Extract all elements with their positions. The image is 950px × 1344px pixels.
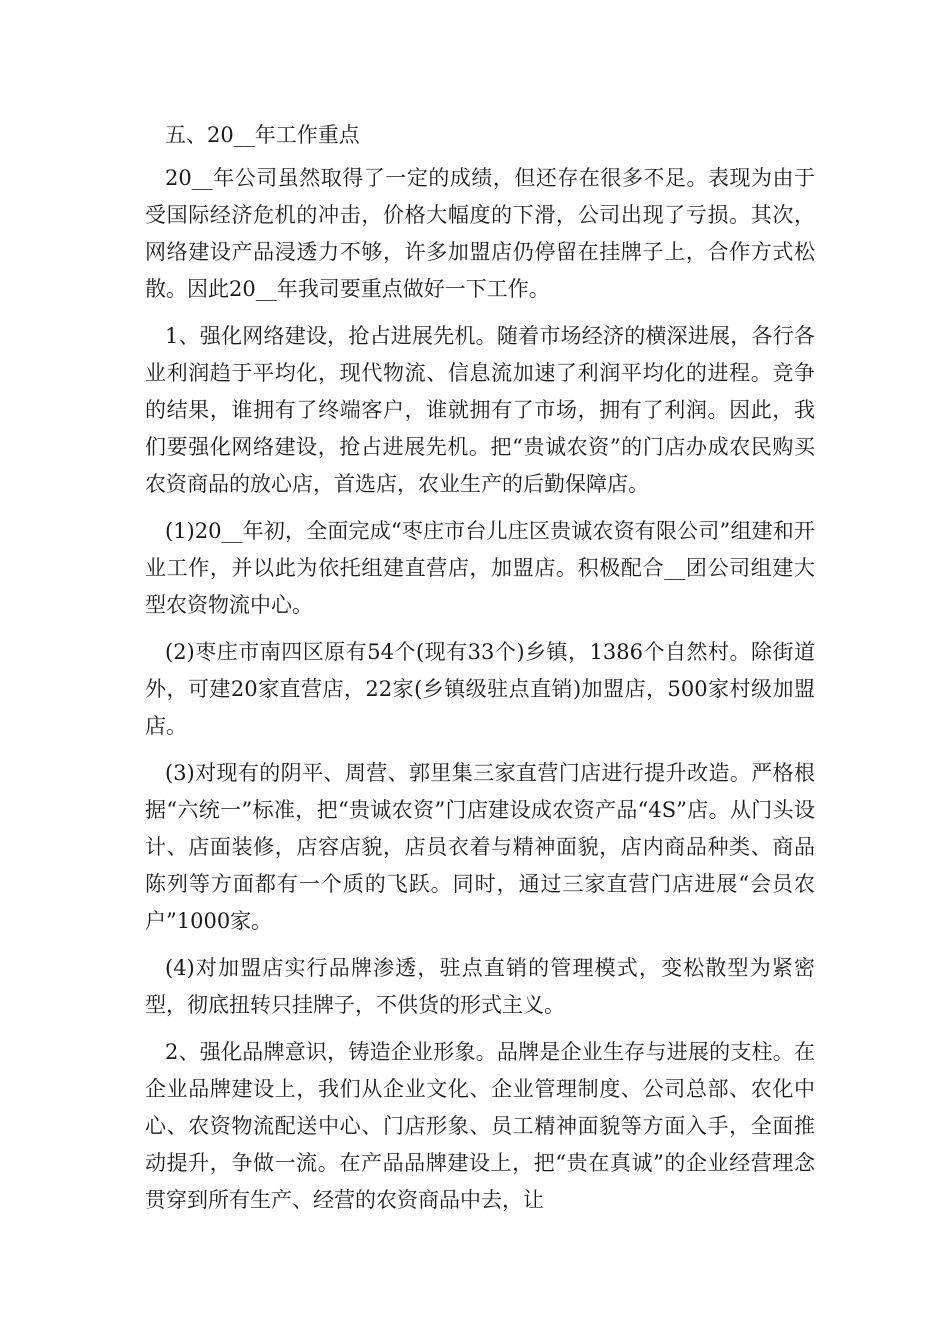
section-heading: 五、20__年工作重点 [165,123,360,147]
paragraph-intro: 20__年公司虽然取得了一定的成绩，但还存在很多不足。表现为由于受国际经济危机的冲击，价格大幅度的下滑，公司出现了亏损。其次，网络建设产品浸透力不够，许多加盟店仍停留在挂牌子上，合作方式松散。因此20__年我司要重点做好一下工作。 [145,166,815,301]
paragraph-brand-awareness: 2、强化品牌意识，铸造企业形象。品牌是企业生存与进展的支柱。在企业品牌建设上，我们从企业文化、企业管理制度、公司总部、农化中心、农资物流配送中心、门店形象、员工精神面貌等方面入手，全面推动提升，争做一流。在产品品牌建设上，把“贵在真诚”的企业经营理念贯穿到所有生产、经营的农资商品中去，让 [145,1040,815,1212]
paragraph-item-3: (3)对现有的阴平、周营、郭里集三家直营门店进行提升改造。严格根据“六统一”标准，把“贵诚农资”门店建设成农资产品“4S”店。从门头设计、店面装修，店容店貌，店员衣着与精神面貌，店内商品种类、商品陈列等方面都有一个质的飞跃。同时，通过三家直营门店进展“会员农户”1000家。 [145,761,815,933]
document-body [145,117,815,1229]
paragraph-item-4: (4)对加盟店实行品牌渗透，驻点直销的管理模式，变松散型为紧密型，彻底扭转只挂牌子，不供货的形式主义。 [145,956,815,1017]
paragraph-network-building: 1、强化网络建设，抢占进展先机。随着市场经济的横深进展，各行各业利润趋于平均化，现代物流、信息流加速了利润平均化的进程。竞争的结果，谁拥有了终端客户，谁就拥有了市场，拥有了利润。因此，我们要强化网络建设，抢占进展先机。把“贵诚农资”的门店办成农民购买农资商品的放心店，首选店，农业生产的后勤保障店。 [145,324,815,496]
paragraph-item-1: (1)20__年初，全面完成“枣庄市台儿庄区贵诚农资有限公司”组建和开业工作，并以此为依托组建直营店，加盟店。积极配合__团公司组建大型农资物流中心。 [145,519,815,617]
paragraph-item-2: (2)枣庄市南四区原有54个(现有33个)乡镇，1386个自然村。除街道外，可建20家直营店，22家(乡镇级驻点直销)加盟店，500家村级加盟店。 [145,640,815,738]
